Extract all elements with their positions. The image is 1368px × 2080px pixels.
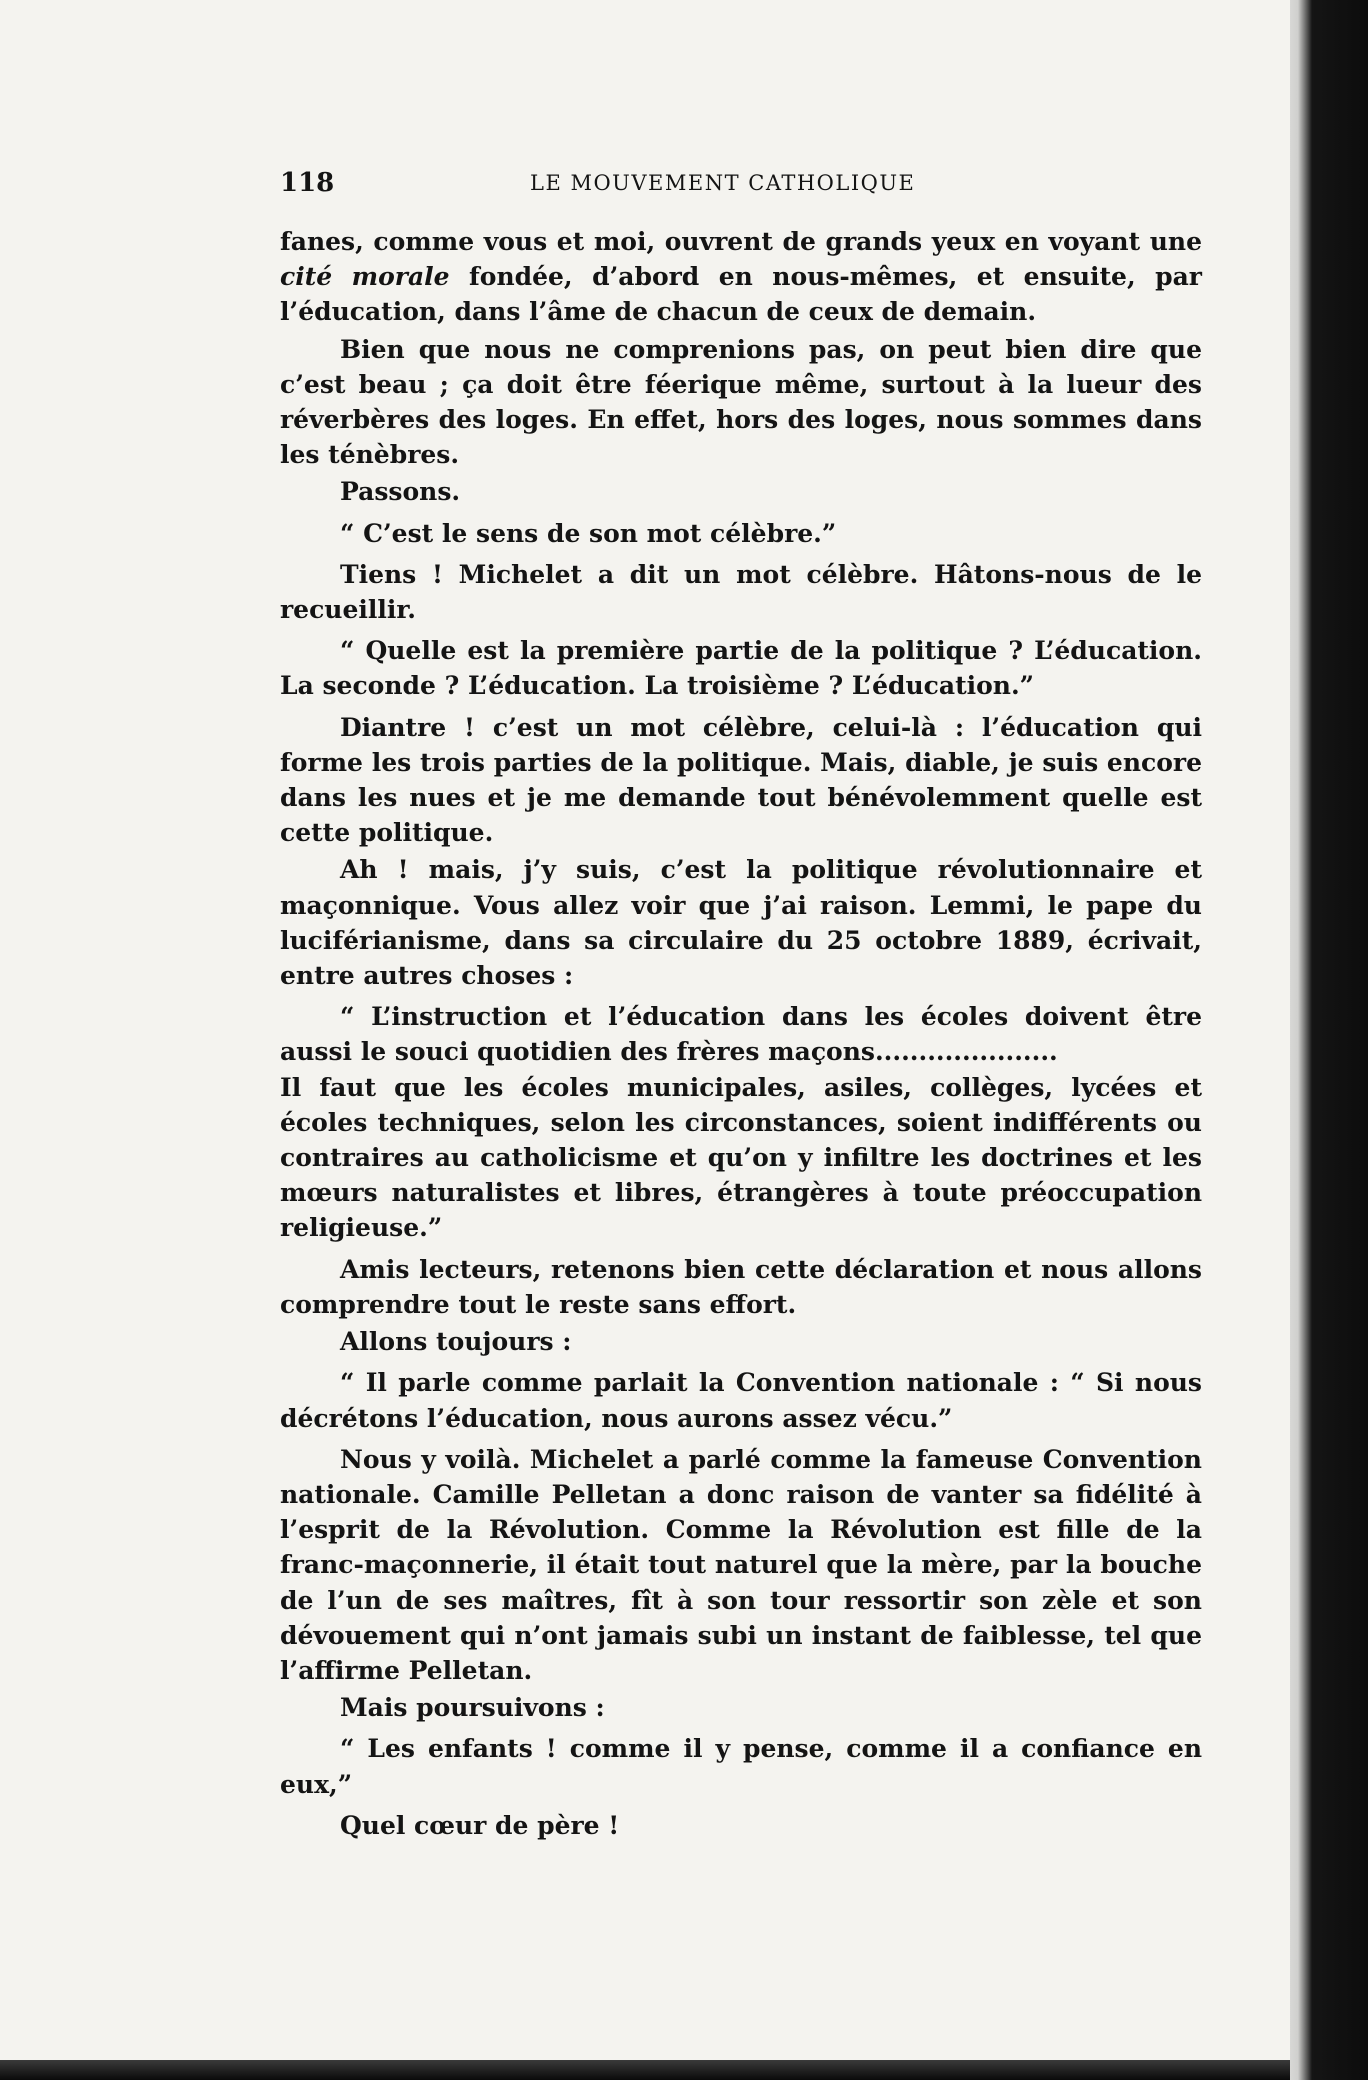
emphasis-text: cité morale	[280, 262, 450, 292]
quotation: “ C’est le sens de son mot célèbre.”	[340, 518, 837, 548]
quotation: “ Il parle comme parlait la Convention nationale : “ Si nous décrétons l’éducation, nous aurons assez vécu.”	[280, 1368, 1202, 1433]
paragraph: Allons toujours :	[340, 1327, 572, 1357]
paragraph: Tiens ! Michelet a dit un mot célèbre. Hâtons-nous de le recueillir.	[280, 559, 1202, 625]
quotation: Il faut que les écoles municipales, asiles, collèges, lycées et écoles techniques, selon les circonstances, soient indifférents ou contraires au catholicisme et qu’on y infiltre les doctrines et les mœurs naturalistes et libres, étrangères à toute préoccupation religieuse.”	[280, 1072, 1202, 1243]
paragraph: Diantre ! c’est un mot célèbre, celui-là : l’éducation qui forme les trois parties de la politique. Mais, diable, je suis encore dans les nues et je me demande tout bénévolemment quelle est cette politique.	[280, 712, 1202, 848]
running-head: LE MOUVEMENT CATHOLIQUE	[530, 171, 916, 195]
scan-right-edge	[1290, 0, 1368, 2080]
paragraph: Amis lecteurs, retenons bien cette déclaration et nous allons comprendre tout le reste sans effort.	[280, 1254, 1202, 1319]
paragraph-text: fondée, d’abord en nous-mêmes, et ensuite, par l’éducation, dans l’âme de chacun de ceux de demain.	[280, 262, 1202, 327]
page-number: 118	[280, 168, 335, 198]
paragraph-text: fanes, comme vous et moi, ouvrent de grands yeux en voyant une	[280, 227, 1202, 256]
paragraph: Mais poursuivons :	[340, 1693, 605, 1723]
paragraph: Ah ! mais, j’y suis, c’est la politique révolutionnaire et maçonnique. Vous allez voir que j’ai raison. Lemmi, le pape du luciférianisme, dans sa circulaire du 25 octobre 1889, écrivait, entre autres choses :	[280, 855, 1202, 991]
scan-bottom-edge	[0, 2060, 1290, 2080]
paragraph: Bien que nous ne comprenions pas, on peut bien dire que c’est beau ; ça doit être féerique même, surtout à la lueur des réverbères des loges. En effet, hors des loges, nous sommes dans les ténèbres.	[280, 334, 1202, 470]
quotation: “ Les enfants ! comme il y pense, comme il a confiance en eux,”	[280, 1734, 1202, 1799]
page-header	[280, 168, 1200, 204]
paragraph: Quel cœur de père !	[340, 1810, 620, 1840]
paragraph: Nous y voilà. Michelet a parlé comme la fameuse Convention nationale. Camille Pelletan a donc raison de vanter sa fidélité à l’esprit de la Révolution. Comme la Révolution est fille de la franc-maçonnerie, il était tout naturel que la mère, par la bouche de l’un de ses maîtres, fît à son tour ressortir son zèle et son dévouement qui n’ont jamais subi un instant de faiblesse, tel que l’affirme Pelletan.	[280, 1444, 1202, 1685]
quotation: “ L’instruction et l’éducation dans les écoles doivent être aussi le souci quotidien des frères maçons.....................	[280, 1002, 1202, 1067]
quotation: “ Quelle est la première partie de la politique ? L’éducation. La seconde ? L’éducation. La troisième ? L’éducation.”	[280, 636, 1202, 701]
paragraph: Passons.	[340, 477, 461, 507]
paragraph	[280, 224, 1202, 330]
body-text	[280, 224, 1202, 1845]
